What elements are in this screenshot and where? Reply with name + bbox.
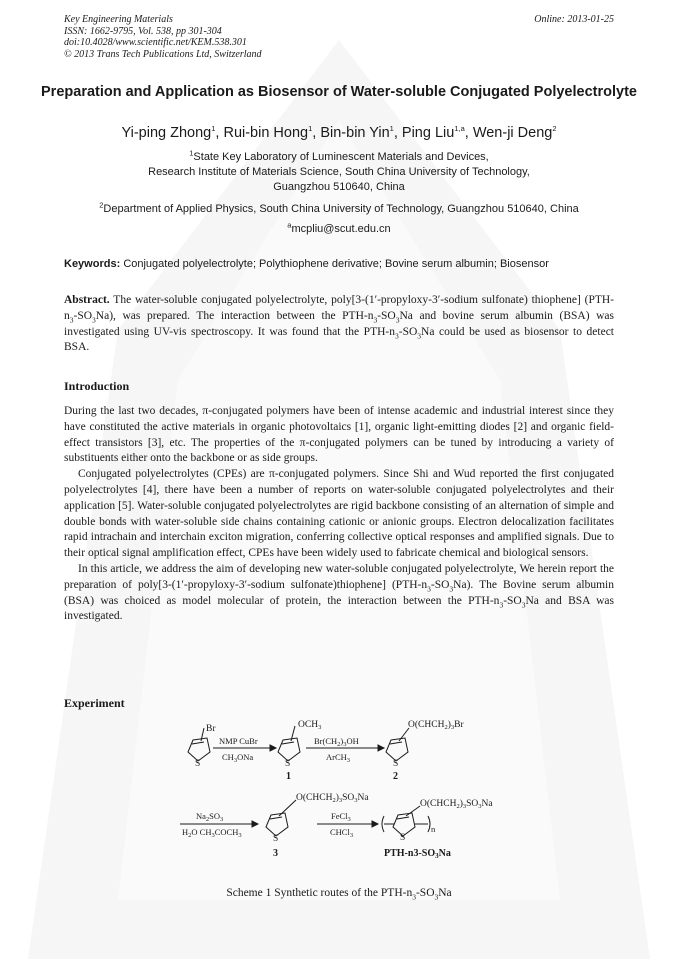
- subscript: 3: [343, 741, 347, 748]
- abstract-text: -SO: [398, 325, 418, 338]
- subscript: 3: [318, 724, 322, 731]
- affiliation-line: Research Institute of Materials Science, South China University of Technology,: [148, 166, 530, 178]
- subscript: 3: [435, 852, 439, 860]
- sulfur-label: S: [393, 759, 399, 769]
- author-sep: ,: [393, 125, 402, 141]
- sulfur-label: S: [285, 759, 291, 769]
- arrowhead-4: [372, 821, 378, 827]
- subscript: 3: [478, 803, 482, 810]
- reagent-text: OH: [346, 736, 359, 746]
- subscript: 3: [499, 599, 504, 609]
- affiliation-line: State Key Laboratory of Luminescent Materials and Devices,: [193, 151, 489, 163]
- abstract-text: Na and bovine serum albumin (BSA) was investigated using UV-vis spectroscopy. It was found that the PTH-n: [64, 309, 614, 338]
- reagent-r4-top: [331, 811, 351, 823]
- arrowhead-2: [378, 745, 384, 751]
- scheme-caption: [64, 887, 614, 902]
- chem-text: O(CH: [420, 799, 444, 809]
- issn-line: ISSN: 1662-9795, Vol. 538, pp 301-304: [64, 25, 222, 37]
- author-name: Ping Liu: [401, 125, 455, 141]
- author-sup: 1: [211, 124, 216, 134]
- compound-label-2: 2: [393, 771, 398, 782]
- section-heading-experiment: Experiment: [64, 696, 125, 710]
- intro-text: Na). The Bovine serum albumin (BSA) was choiced as model molecular of protein, the interaction between the PTH-n: [64, 578, 614, 607]
- compound-label-1: 1: [286, 771, 291, 782]
- reagent-text: CHCl: [330, 827, 350, 837]
- author-sep: ,: [464, 125, 473, 141]
- subscript: 3: [462, 803, 467, 810]
- author-name: Rui-bin Hong: [223, 125, 309, 141]
- doi-line: doi:10.4028/www.scientific.net/KEM.538.301: [64, 37, 247, 48]
- author-sup: 1,a: [454, 124, 465, 134]
- abstract-text: -SO: [377, 309, 396, 322]
- subscript: 3: [347, 816, 351, 823]
- author-sup: 2: [552, 124, 557, 134]
- reagent-r4-bottom: [330, 827, 353, 839]
- abstract-label: Abstract.: [64, 294, 110, 306]
- section-heading-introduction: Introduction: [64, 379, 130, 393]
- intro-text: Na and BSA was investigated.: [64, 594, 614, 623]
- reagent-text: FeCl: [331, 811, 348, 821]
- subscript: 3: [233, 757, 238, 764]
- author-name: Wen-ji Deng: [472, 125, 553, 141]
- intro-text: In this article, we address the aim of developing new water-soluble conjugated polyelectrolyte, We herein report the preparation of poly[3-(1′-propyloxy-3′-sodium sulfonate)thiophene] (PTH-n: [64, 562, 614, 591]
- subscript: 3: [69, 315, 74, 325]
- subscript: 3: [395, 315, 400, 325]
- chem-text: Na: [357, 793, 369, 803]
- subscript: 3: [427, 584, 431, 594]
- abstract-text: Na could be used as biosensor to detect BSA.: [64, 325, 614, 354]
- thiophene-ring-compound-3: [266, 800, 296, 836]
- sulfur-label: S: [195, 759, 201, 769]
- thiophene-ring-compound-1: [278, 726, 300, 761]
- subscript: 3: [394, 330, 399, 340]
- abstract-text: The water-soluble conjugated polyelectrolyte, poly[3-(1′-propyloxy-3′-sodium sulfonate) thiophene] (PTH-n: [64, 294, 614, 322]
- author-name: Yi-ping Zhong: [121, 125, 212, 141]
- journal-name: Key Engineering Materials: [64, 14, 173, 25]
- subscript: 3: [449, 584, 454, 594]
- author-sep: ,: [215, 125, 224, 141]
- paper-title: Preparation and Application as Biosensor of Water-soluble Conjugated Polyelectrolyte: [41, 84, 637, 100]
- author-sup: 1: [389, 124, 394, 134]
- arrowhead-1: [270, 745, 276, 751]
- reagent-text: SO: [209, 811, 221, 821]
- copyright-line: © 2013 Trans Tech Publications Ltd, Switzerland: [64, 48, 262, 60]
- reagent-text: COCH: [214, 827, 239, 837]
- reagent-text: ): [340, 736, 344, 746]
- reagent-text: Br(CH: [314, 736, 338, 746]
- reagent-text: CH: [222, 752, 234, 762]
- chem-text: PTH-n3-SO: [384, 848, 436, 859]
- subscript: 3: [346, 757, 351, 764]
- intro-text: -SO: [430, 578, 450, 591]
- sulfur-label: S: [273, 834, 279, 844]
- chem-text: CH: [443, 799, 457, 809]
- abstract-text: -SO: [73, 309, 93, 322]
- reagent-r3-bottom: $H_2O$ $CH_3COCH_3$: [182, 827, 242, 839]
- subscript: 3: [521, 599, 526, 609]
- keywords-text: Conjugated polyelectrolyte; Polythiophene derivative; Bovine serum albumin; Biosensor: [123, 258, 549, 270]
- online-date: Online: 2013-01-25: [534, 14, 614, 25]
- subscript: 3: [211, 832, 215, 839]
- reagent-text: ArCH: [326, 752, 347, 762]
- reagent-r1-top: NMP CuBr: [219, 736, 258, 746]
- subscript: 3: [412, 892, 416, 902]
- substituent-o-ch2-3-so3na: $O(CHCH_2)_3SO_3Na$: [296, 793, 369, 804]
- author-name: Bin-bin Yin: [320, 125, 390, 141]
- reagent-r2-bottom: [326, 752, 350, 764]
- abstract-text: Na), was prepared. The interaction between the PTH-n: [95, 309, 374, 322]
- intro-paragraph-2: Conjugated polyelectrolytes (CPEs) are π-conjugated polymers. Since Shi and Wud reported the first conjugated polyelectrolytes [4], there have been a number of reports on water-soluble conjugated polyelectrolytes and their application [5]. Water-soluble conjugated polyelectrolytes are rigid backbone consisting of an alternation of simple and double bonds with water-soluble side chains containing cationic or anionic groups. Electron delocalization facilitates rapid intrachain and interchain exciton migration, conferring collective optical responses and amplified signals. Due to their optical signal amplification effect, CPEs have been widely used to fabricate chemical and biological sensors.: [64, 468, 614, 560]
- chem-text: Na: [481, 799, 493, 809]
- reagent-r3-top: $Na_2SO_3$: [196, 811, 224, 823]
- subscript: 3: [434, 892, 439, 902]
- chem-text: ): [459, 799, 463, 809]
- intro-text: -SO: [503, 594, 522, 607]
- caption-text: -SO: [415, 887, 435, 899]
- sulfur-label: S: [400, 833, 406, 843]
- author-sep: ,: [312, 125, 321, 141]
- substituent-br: Br: [206, 724, 216, 734]
- reagent-text: ONa: [237, 752, 254, 762]
- chem-text: O(CH: [296, 793, 320, 803]
- reagent-r2-top: $Br(CH_2)_3OH$: [314, 736, 359, 748]
- chem-text: SO: [466, 799, 479, 809]
- subscript: 3: [373, 315, 378, 325]
- keywords-label: Keywords:: [64, 258, 121, 270]
- subscript: 3: [349, 832, 354, 839]
- thiophene-ring-compound-2: [386, 728, 409, 761]
- subscript: 3: [417, 330, 422, 340]
- subscript: 3: [338, 797, 343, 804]
- email-sup: a: [287, 220, 292, 230]
- chem-text: OCH: [298, 720, 319, 730]
- subscript: 3: [238, 832, 242, 839]
- reagent-text: H: [182, 827, 189, 837]
- reagent-text: O CH: [191, 827, 212, 837]
- arrowhead-3: [252, 821, 258, 827]
- caption-text: Scheme 1 Synthetic routes of the PTH-n: [226, 887, 413, 899]
- caption-text: Na: [438, 887, 452, 899]
- substituent-o-ch2-3-br: $O(CHCH_2)_3Br$: [408, 720, 464, 731]
- author-sup: 1: [308, 124, 313, 134]
- reagent-text: Na: [196, 811, 206, 821]
- chem-text: Br: [454, 720, 464, 730]
- chem-text: Na: [438, 848, 451, 859]
- chem-text: ): [447, 720, 451, 730]
- email-address[interactable]: mcpliu@scut.edu.cn: [291, 223, 391, 235]
- chem-text: ): [335, 793, 339, 803]
- chem-text: SO: [342, 793, 355, 803]
- compound-label-pth: [384, 848, 451, 860]
- subscript: 3: [450, 724, 455, 731]
- subscript: 3: [92, 315, 96, 325]
- affiliation-sup: 2: [99, 200, 104, 210]
- reagent-r1-bottom: [222, 752, 253, 764]
- substituent-polymer-side-chain: $O(CHCH_2)_3SO_3Na$: [420, 799, 493, 810]
- intro-paragraph-1: During the last two decades, π-conjugated polymers have been of intense academic and industrial interest since they have constituted the active materials in organic photovoltaics [1], organic light-emitting diodes [2] and organic field-effect transistors [3], etc. The properties of the π-conjugated polymers can be tuned by introducing a variety of substituents either onto the backbone or as side groups.: [64, 405, 614, 465]
- affiliation-line: Department of Applied Physics, South China University of Technology, Guangzhou 510640, China: [103, 203, 579, 215]
- substituent-och3: [298, 720, 321, 731]
- polymer-n-label: n: [431, 824, 436, 834]
- chem-text: CH: [319, 793, 333, 803]
- subscript: 3: [220, 816, 224, 823]
- compound-label-3: 3: [273, 848, 278, 859]
- chem-text: O(CH: [408, 720, 432, 730]
- chem-text: CH: [431, 720, 445, 730]
- affiliation-sup: 1: [189, 148, 194, 158]
- affiliation-line: Guangzhou 510640, China: [273, 181, 405, 193]
- polymer-repeat-unit: [382, 806, 430, 836]
- subscript: 3: [354, 797, 358, 804]
